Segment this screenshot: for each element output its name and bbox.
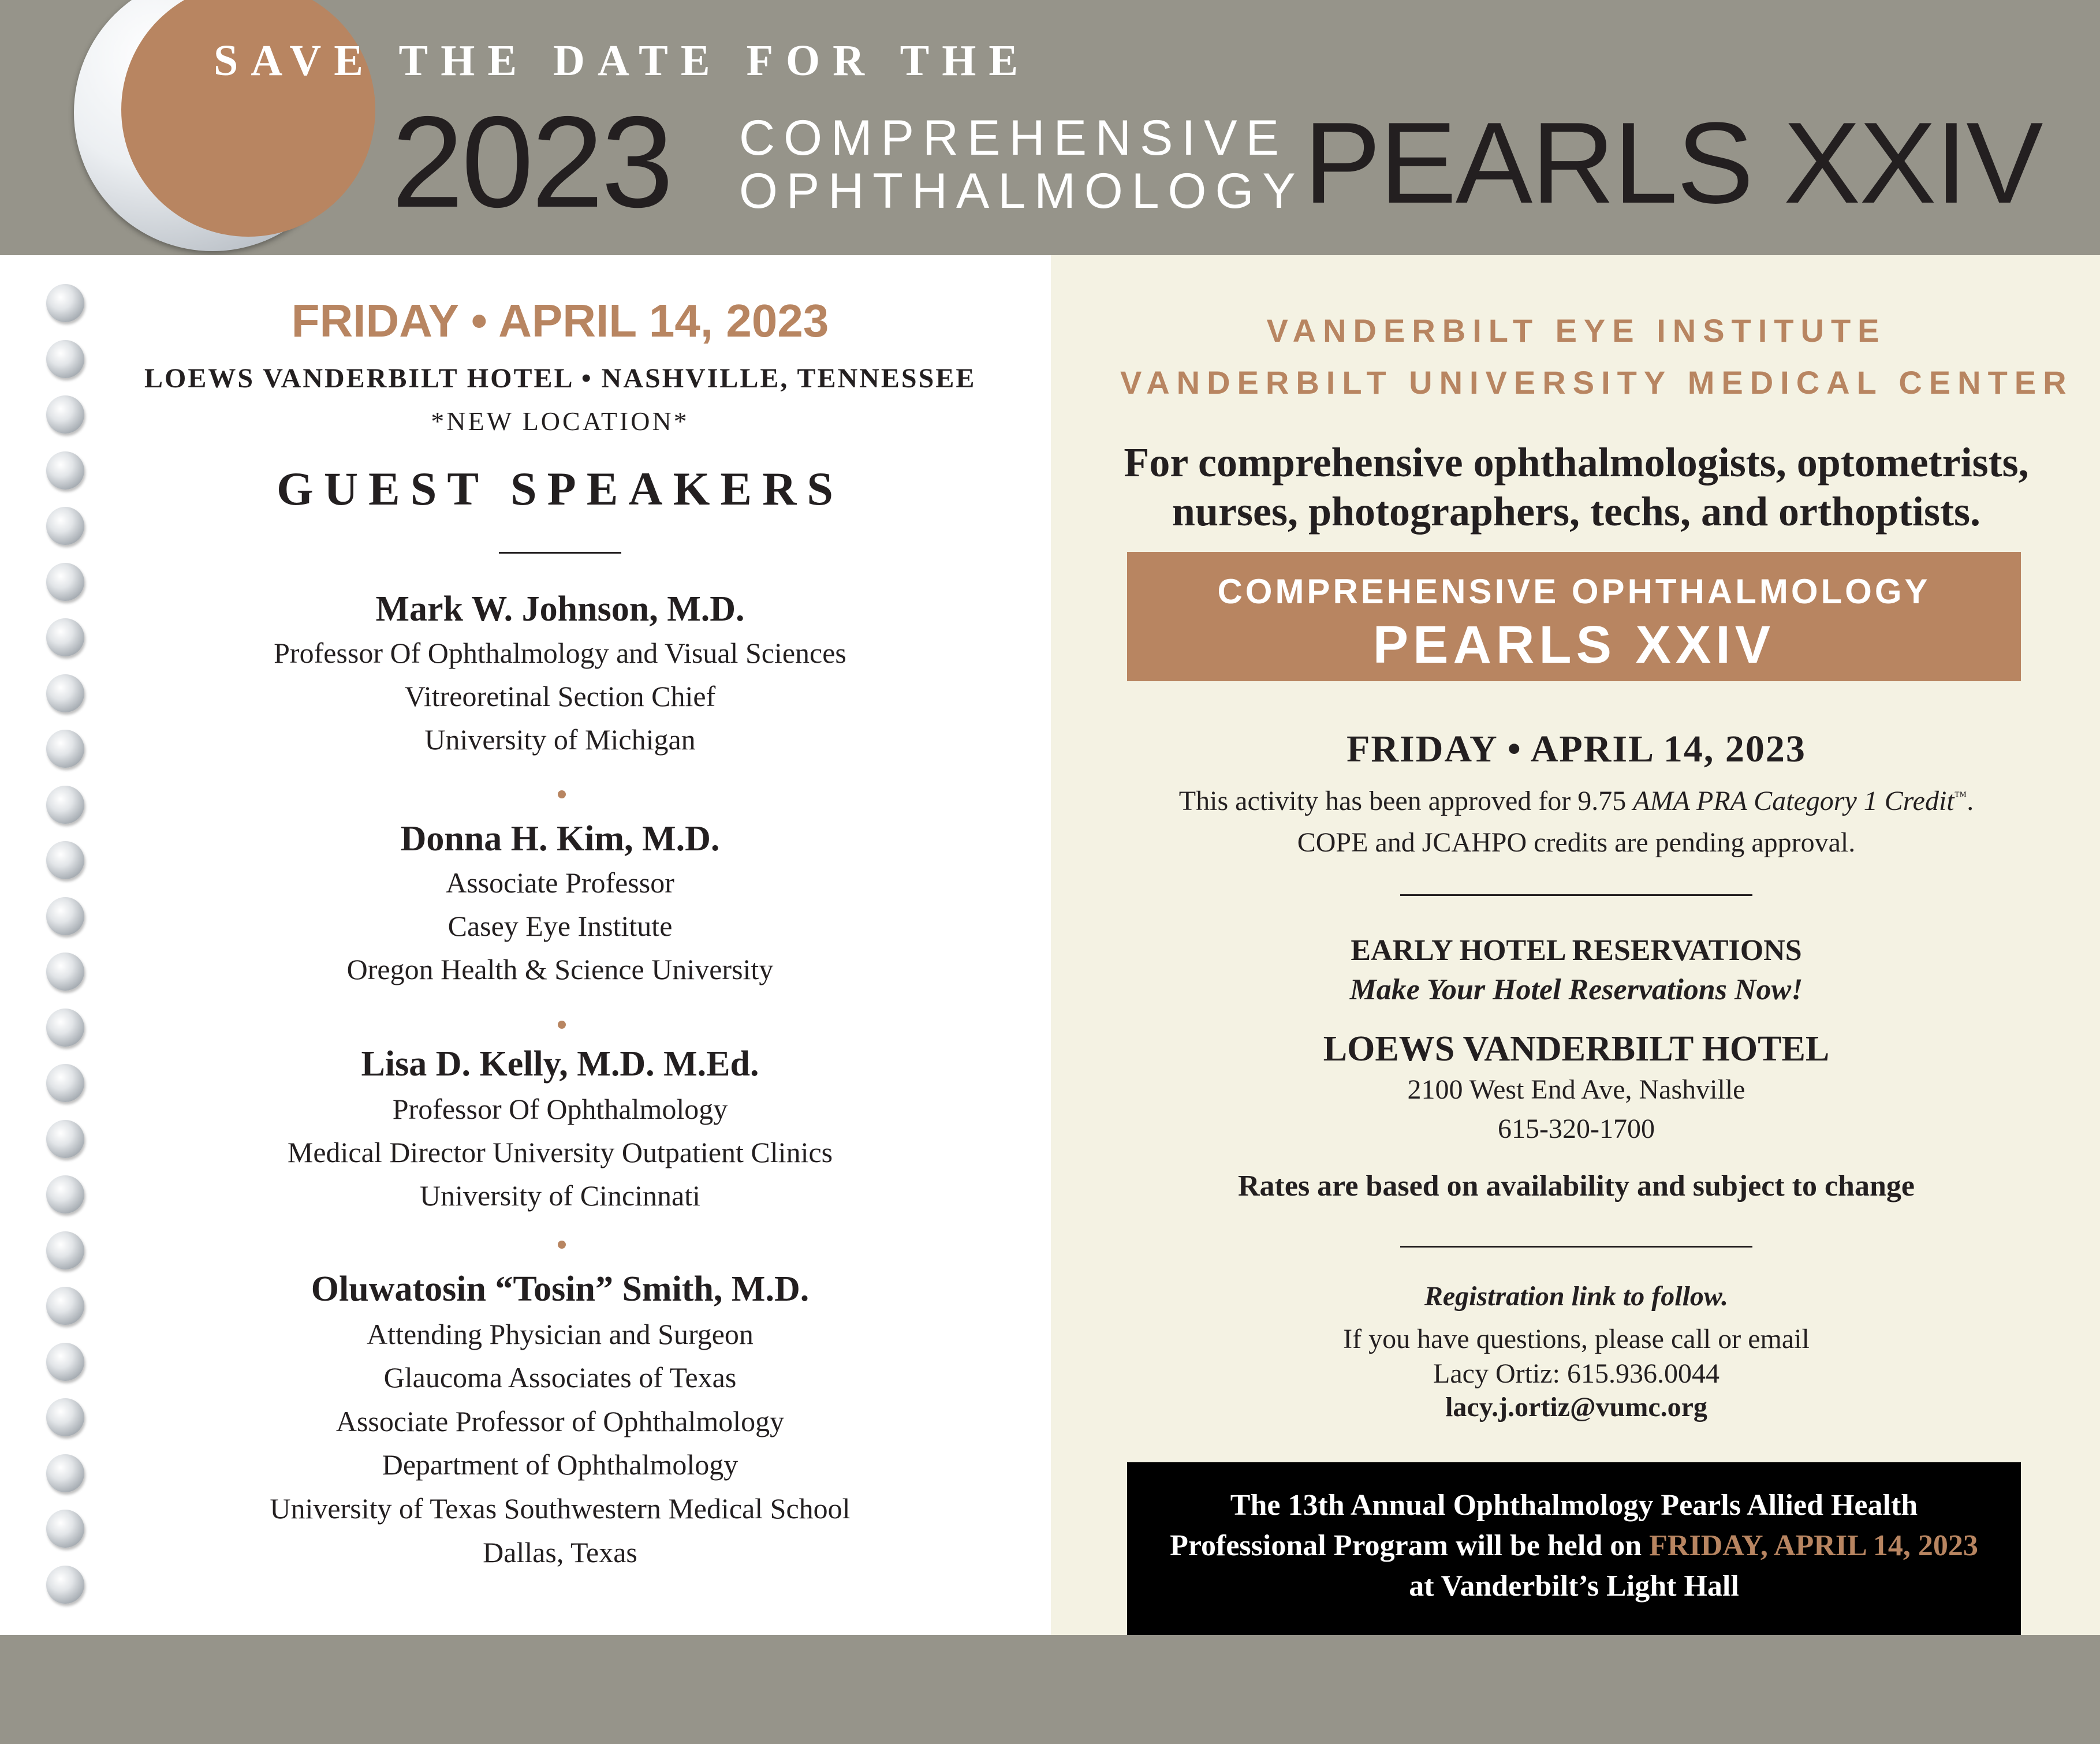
pearl-bead	[46, 953, 84, 991]
pearl-bead	[46, 1566, 84, 1604]
pearl-bead	[46, 897, 84, 935]
speaker-detail: Associate Professor of Ophthalmology	[335, 1405, 785, 1437]
hotel-name: LOEWS VANDERBILT HOTEL	[1323, 1029, 1830, 1069]
header-pearls-title: PEARLS XXIV	[1304, 99, 2042, 227]
pearl-bead	[46, 1120, 84, 1158]
contact-phone: Lacy Ortiz: 615.936.0044	[1433, 1358, 1719, 1389]
credit-statement: This activity has been approved for 9.75 AMA PRA Category 1 Credit™.	[1178, 786, 1974, 816]
left-event-date: FRIDAY • APRIL 14, 2023	[291, 295, 829, 346]
registration-note: Registration link to follow.	[1424, 1281, 1729, 1312]
section-divider	[1400, 894, 1752, 896]
pearl-bead	[46, 1343, 84, 1381]
hotel-reservations-subheading: Make Your Hotel Reservations Now!	[1349, 973, 1803, 1006]
allied-health-date: FRIDAY, APRIL 14, 2023	[1649, 1529, 1978, 1562]
pearl-bead	[46, 340, 84, 378]
speaker-detail: Dallas, Texas	[483, 1536, 637, 1569]
speaker-name: Mark W. Johnson, M.D.	[375, 589, 745, 629]
pearl-bead	[46, 1510, 84, 1548]
pearl-bead	[46, 1175, 84, 1213]
speaker-separator-dot	[558, 790, 566, 798]
footer-band	[0, 1635, 2100, 1744]
program-title-line-2: PEARLS XXIV	[1372, 615, 1776, 674]
rates-note: Rates are based on availability and subject to change	[1238, 1170, 1915, 1202]
speaker-detail: Casey Eye Institute	[447, 910, 673, 942]
speaker-separator-dot	[558, 1021, 566, 1029]
new-location-note: *NEW LOCATION*	[431, 406, 689, 436]
section-divider	[1400, 1246, 1752, 1248]
pearl-bead	[46, 1287, 84, 1325]
allied-health-line-1: The 13th Annual Ophthalmology Pearls Allied Health	[1230, 1489, 1918, 1522]
speaker-detail: Professor Of Ophthalmology	[392, 1093, 728, 1125]
speaker-detail: University of Michigan	[424, 723, 696, 756]
speaker-detail: Oregon Health & Science University	[346, 953, 774, 985]
audience-line-1: For comprehensive ophthalmologists, optometrists,	[1124, 439, 2029, 486]
pearl-bead	[46, 563, 84, 601]
pearl-bead	[46, 841, 84, 879]
right-event-date: FRIDAY • APRIL 14, 2023	[1346, 728, 1806, 770]
event-year: 2023	[391, 89, 672, 234]
pearl-bead	[46, 730, 84, 768]
pearl-bead	[46, 395, 84, 434]
pearl-bead	[46, 451, 84, 490]
speaker-detail: Medical Director University Outpatient Clinics	[287, 1136, 833, 1168]
contact-email[interactable]: lacy.j.ortiz@vumc.org	[1445, 1392, 1707, 1422]
pearl-bead	[46, 507, 84, 545]
speaker-name: Lisa D. Kelly, M.D. M.Ed.	[361, 1044, 759, 1084]
pearl-bead	[46, 1009, 84, 1047]
save-the-date-text: SAVE THE DATE FOR THE	[214, 36, 1031, 85]
pearl-bead	[46, 1398, 84, 1436]
allied-health-line-3: at Vanderbilt’s Light Hall	[1409, 1570, 1739, 1603]
speaker-name: Donna H. Kim, M.D.	[400, 819, 720, 858]
guest-speakers-heading: GUEST SPEAKERS	[277, 462, 844, 515]
audience-line-2: nurses, photographers, techs, and orthoptists.	[1172, 488, 1981, 535]
allied-health-line-2: Professional Program will be held on FRIDAY, APRIL 14, 2023	[1170, 1529, 1978, 1562]
pearl-bead	[46, 1064, 84, 1102]
speaker-detail: University of Cincinnati	[419, 1179, 701, 1212]
pearl-bead	[46, 1454, 84, 1492]
hotel-address: 2100 West End Ave, Nashville	[1407, 1074, 1745, 1105]
left-venue: LOEWS VANDERBILT HOTEL • NASHVILLE, TENNESSEE	[144, 363, 976, 394]
hotel-reservations-heading: EARLY HOTEL RESERVATIONS	[1351, 934, 1802, 967]
speaker-detail: University of Texas Southwestern Medical School	[270, 1492, 851, 1525]
header-comprehensive: COMPREHENSIVE	[739, 110, 1288, 166]
questions-line: If you have questions, please call or email	[1343, 1324, 1810, 1354]
pearl-bead	[46, 618, 84, 656]
header-ophthalmology: OPHTHALMOLOGY	[739, 163, 1304, 219]
credit-pending-note: COPE and JCAHPO credits are pending approval.	[1297, 827, 1856, 858]
header-banner	[0, 0, 2100, 255]
speaker-detail: Vitreoretinal Section Chief	[404, 680, 716, 712]
pearl-bead	[46, 674, 84, 712]
speaker-detail: Professor Of Ophthalmology and Visual Sciences	[274, 637, 846, 669]
heading-divider	[499, 552, 621, 554]
medical-center-name: VANDERBILT UNIVERSITY MEDICAL CENTER	[1120, 364, 2073, 401]
hotel-phone: 615-320-1700	[1498, 1114, 1655, 1144]
institute-name: VANDERBILT EYE INSTITUTE	[1266, 312, 1886, 349]
pearl-bead	[46, 284, 84, 322]
speaker-detail: Department of Ophthalmology	[382, 1448, 738, 1481]
speaker-detail: Associate Professor	[446, 867, 674, 899]
pearl-bead	[46, 1231, 84, 1269]
speaker-detail: Attending Physician and Surgeon	[367, 1318, 754, 1350]
speaker-detail: Glaucoma Associates of Texas	[383, 1361, 737, 1394]
speaker-separator-dot	[558, 1241, 566, 1249]
speaker-name: Oluwatosin “Tosin” Smith, M.D.	[311, 1269, 810, 1309]
pearl-bead	[46, 786, 84, 824]
program-title-line-1: COMPREHENSIVE OPHTHALMOLOGY	[1217, 572, 1931, 611]
